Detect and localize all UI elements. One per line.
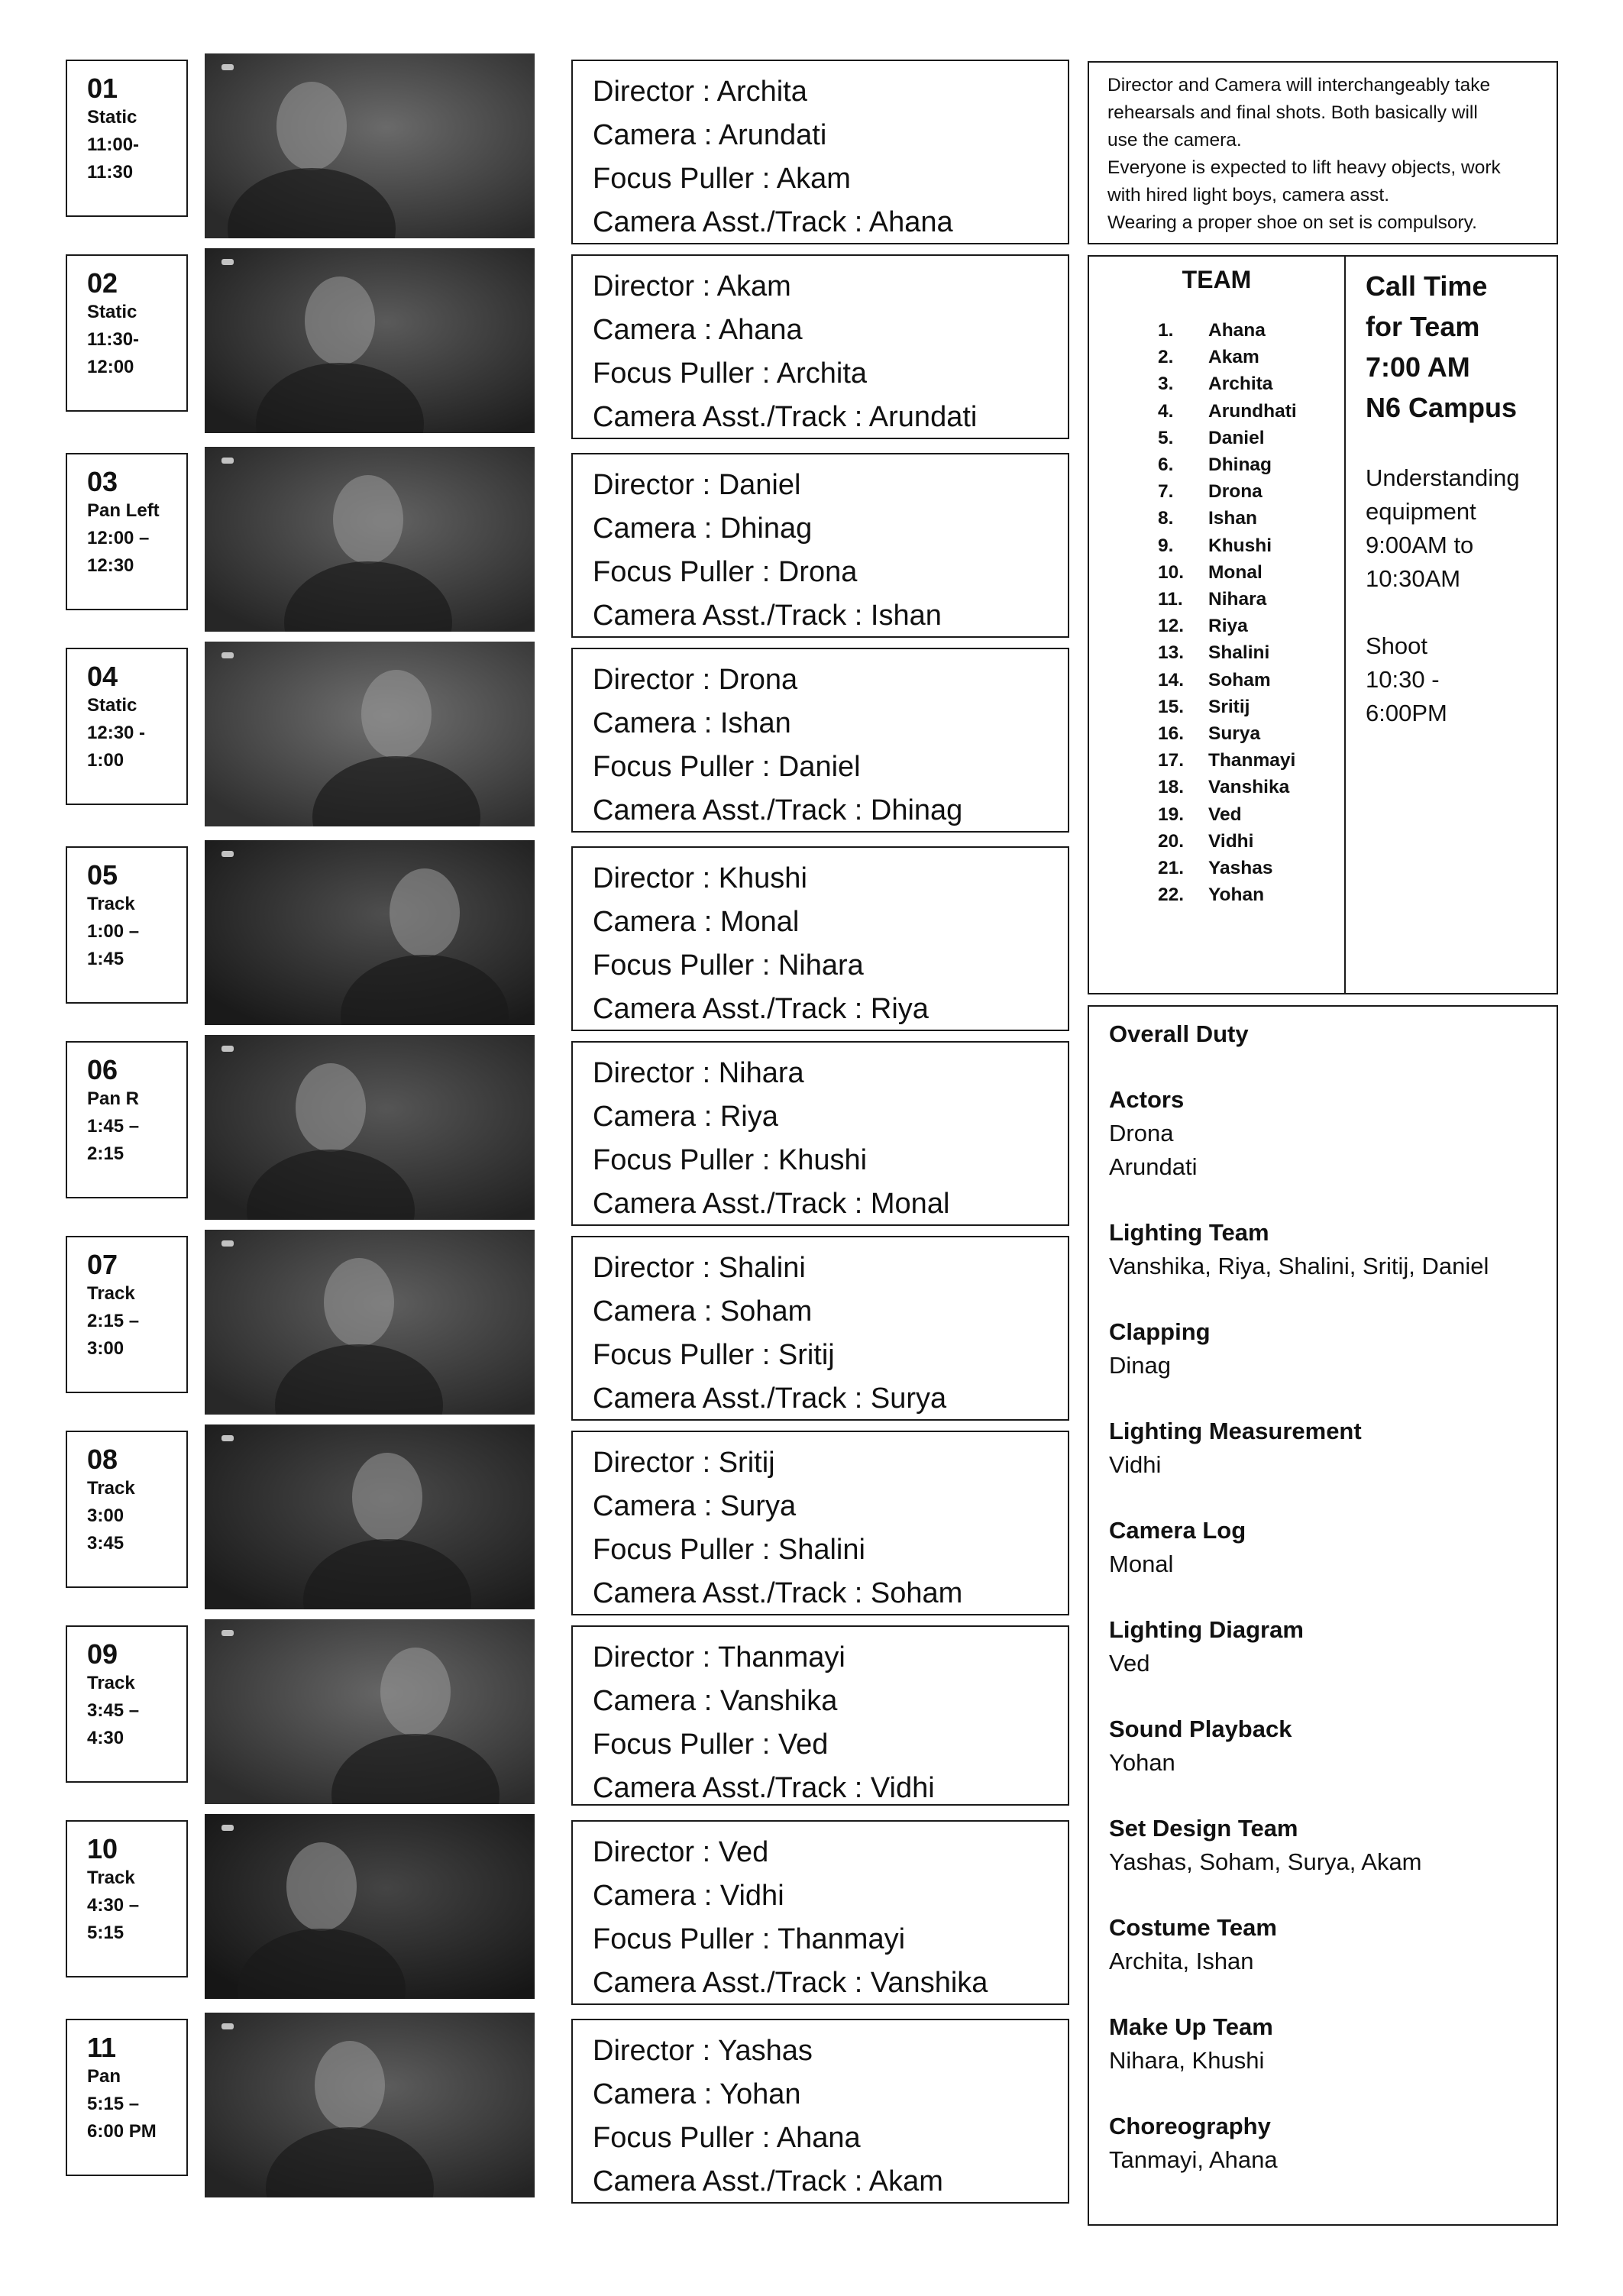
duty-assignee: Drona	[1109, 1120, 1174, 1146]
team-member	[1089, 532, 1344, 559]
team-member	[1089, 370, 1344, 397]
duty-assignee: Monal	[1109, 1551, 1174, 1577]
camera-asst-line: Camera Asst./Track : Surya	[593, 1382, 947, 1415]
shot-still-image	[205, 1619, 535, 1804]
team-member-name: Khushi	[1208, 535, 1272, 556]
team-member	[1089, 398, 1344, 425]
shot-still-image	[205, 2013, 535, 2197]
team-member-name: Soham	[1208, 669, 1271, 690]
duty-heading: Lighting Measurement	[1109, 1418, 1362, 1444]
team-member	[1089, 505, 1344, 532]
shot-type: Pan R	[87, 1088, 140, 1109]
team-member-name: Monal	[1208, 561, 1263, 583]
duty-heading: Camera Log	[1109, 1517, 1246, 1544]
team-member-name: Vanshika	[1208, 777, 1290, 798]
shot-time: 1:00 – 1:45	[87, 921, 140, 969]
duty-assignee: Archita, Ishan	[1109, 1948, 1254, 1974]
note-line: with hired light boys, camera asst.	[1107, 185, 1390, 205]
shot-type: Pan	[87, 2066, 121, 2087]
duty-section	[1109, 1315, 1557, 1382]
note-line: Director and Camera will interchangeably take	[1107, 75, 1491, 95]
camera-line: Camera : Ahana	[593, 314, 803, 346]
shot-time: 3:45 – 4:30	[87, 1700, 140, 1748]
understanding-label: equipment	[1366, 498, 1476, 525]
team-member-number: 8.	[1158, 508, 1174, 529]
team-member-name: Drona	[1208, 481, 1263, 503]
team-member-name: Dhinag	[1208, 454, 1272, 476]
duty-sections	[1109, 1083, 1557, 2177]
crew-box	[571, 254, 1069, 439]
shot-type: Track	[87, 1868, 135, 1888]
shot-number: 08	[87, 1444, 118, 1475]
crew-box	[571, 60, 1069, 244]
shot-type: Pan Left	[87, 500, 160, 521]
camera-line: Camera : Vidhi	[593, 1880, 784, 1912]
shot-number: 06	[87, 1054, 118, 1085]
team-member-number: 5.	[1158, 427, 1174, 448]
shot-time: 11:00- 11:30	[87, 134, 140, 183]
camera-asst-line: Camera Asst./Track : Monal	[593, 1188, 950, 1220]
focus-puller-line: Focus Puller : Sritij	[593, 1339, 835, 1371]
focus-puller-line: Focus Puller : Shalini	[593, 1534, 865, 1566]
duty-heading: Lighting Team	[1109, 1219, 1269, 1246]
note-line: rehearsals and final shots. Both basically will	[1107, 102, 1478, 123]
team-member-number: 3.	[1158, 374, 1174, 395]
crew-box	[571, 1431, 1069, 1615]
call-time-value: 7:00 AM	[1366, 351, 1470, 383]
overall-duty-panel	[1088, 1005, 1558, 2226]
understanding-label: Understanding	[1366, 464, 1520, 491]
team-member-number: 14.	[1158, 669, 1185, 690]
director-line: Director : Ved	[593, 1836, 769, 1868]
team-member-number: 15.	[1158, 696, 1185, 717]
camera-line: Camera : Soham	[593, 1295, 813, 1327]
director-line: Director : Akam	[593, 270, 791, 302]
camera-line: Camera : Ishan	[593, 707, 791, 739]
shot-time: 3:00 3:45	[87, 1505, 124, 1554]
team-panel	[1088, 255, 1346, 994]
team-member-number: 18.	[1158, 777, 1185, 798]
team-member-number: 7.	[1158, 481, 1174, 503]
shot-time: 5:15 – 6:00 PM	[87, 2094, 157, 2142]
team-member	[1089, 667, 1344, 694]
team-member-number: 12.	[1158, 616, 1185, 637]
shot-time: 11:30- 12:00	[87, 329, 140, 377]
shot-info-box	[66, 1041, 188, 1198]
shot-type: Track	[87, 1478, 135, 1499]
duty-section	[1109, 1613, 1557, 1680]
team-member-number: 17.	[1158, 750, 1185, 771]
duty-section	[1109, 1514, 1557, 1581]
shot-time: 1:45 – 2:15	[87, 1116, 140, 1164]
crew-box	[571, 453, 1069, 638]
shot-still-image	[205, 53, 535, 238]
team-member-name: Ishan	[1208, 508, 1257, 529]
duty-assignee: Vidhi	[1109, 1451, 1162, 1478]
focus-puller-line: Focus Puller : Ahana	[593, 2122, 861, 2154]
duty-assignee: Dinag	[1109, 1352, 1171, 1379]
call-time-heading: for Team	[1366, 311, 1480, 342]
team-member	[1089, 801, 1344, 828]
camera-asst-line: Camera Asst./Track : Soham	[593, 1577, 963, 1609]
shot-still-image	[205, 1230, 535, 1415]
team-member	[1089, 317, 1344, 344]
shot-number: 05	[87, 859, 118, 891]
duty-title: Overall Duty	[1109, 1020, 1249, 1047]
camera-asst-line: Camera Asst./Track : Ahana	[593, 206, 953, 238]
duty-assignee: Vanshika, Riya, Shalini, Sritij, Daniel	[1109, 1253, 1489, 1279]
team-member-number: 1.	[1158, 320, 1174, 341]
team-member	[1089, 344, 1344, 370]
shot-info-box	[66, 1625, 188, 1783]
shot-info-box	[66, 1236, 188, 1393]
crew-box	[571, 648, 1069, 833]
team-member-number: 10.	[1158, 561, 1185, 583]
team-member-name: Sritij	[1208, 696, 1250, 717]
team-title: TEAM	[1182, 266, 1252, 293]
director-line: Director : Yashas	[593, 2035, 813, 2067]
camera-line: Camera : Surya	[593, 1490, 797, 1522]
team-list	[1089, 317, 1344, 908]
team-member	[1089, 425, 1344, 451]
team-member-number: 22.	[1158, 884, 1185, 906]
shot-type: Track	[87, 894, 135, 914]
focus-puller-line: Focus Puller : Thanmayi	[593, 1923, 906, 1955]
team-member	[1089, 478, 1344, 505]
camera-asst-line: Camera Asst./Track : Riya	[593, 993, 929, 1025]
camera-asst-line: Camera Asst./Track : Arundati	[593, 401, 978, 433]
crew-box	[571, 1625, 1069, 1806]
shot-info-box	[66, 846, 188, 1004]
team-member-name: Surya	[1208, 723, 1261, 745]
shot-info-box	[66, 2019, 188, 2176]
shot-type: Static	[87, 107, 137, 128]
shoot-time: 6:00PM	[1366, 700, 1447, 726]
crew-box	[571, 1820, 1069, 2005]
duty-assignee: Yashas, Soham, Surya, Akam	[1109, 1848, 1422, 1875]
shot-info-box	[66, 254, 188, 412]
team-member-number: 6.	[1158, 454, 1174, 476]
duty-assignee: Nihara, Khushi	[1109, 2047, 1265, 2074]
team-member-name: Daniel	[1208, 427, 1265, 448]
director-line: Director : Daniel	[593, 469, 801, 501]
shot-time: 2:15 – 3:00	[87, 1311, 140, 1359]
shot-type: Static	[87, 302, 137, 322]
duty-heading: Actors	[1109, 1086, 1185, 1113]
director-line: Director : Sritij	[593, 1447, 775, 1479]
duty-assignee: Yohan	[1109, 1749, 1175, 1776]
team-member	[1089, 639, 1344, 666]
team-member-name: Ahana	[1208, 320, 1266, 341]
understanding-time: 10:30AM	[1366, 565, 1461, 592]
team-member-name: Yashas	[1208, 858, 1273, 879]
shot-number: 03	[87, 466, 118, 497]
director-line: Director : Thanmayi	[593, 1641, 845, 1673]
team-member-name: Shalini	[1208, 642, 1270, 664]
shot-number: 01	[87, 73, 118, 104]
duty-assignee: Tanmayi, Ahana	[1109, 2146, 1278, 2173]
team-member-name: Archita	[1208, 374, 1273, 395]
team-member-number: 4.	[1158, 400, 1174, 422]
camera-asst-line: Camera Asst./Track : Ishan	[593, 600, 942, 632]
duty-section	[1109, 1415, 1557, 1482]
team-member-number: 13.	[1158, 642, 1185, 664]
team-member	[1089, 559, 1344, 586]
crew-box	[571, 1236, 1069, 1421]
focus-puller-line: Focus Puller : Akam	[593, 163, 851, 195]
duty-heading: Set Design Team	[1109, 1815, 1298, 1842]
team-member	[1089, 881, 1344, 908]
camera-line: Camera : Dhinag	[593, 513, 813, 545]
team-member-name: Riya	[1208, 616, 1248, 637]
call-time-panel	[1344, 255, 1558, 994]
director-line: Director : Nihara	[593, 1057, 804, 1089]
shot-number: 07	[87, 1249, 118, 1280]
duty-heading: Costume Team	[1109, 1914, 1277, 1941]
duty-heading: Sound Playback	[1109, 1716, 1292, 1742]
team-member	[1089, 720, 1344, 747]
shot-info-box	[66, 648, 188, 805]
shot-number: 09	[87, 1638, 118, 1670]
duty-heading: Lighting Diagram	[1109, 1616, 1304, 1643]
camera-line: Camera : Arundati	[593, 119, 827, 151]
team-member-name: Akam	[1208, 347, 1259, 368]
focus-puller-line: Focus Puller : Ved	[593, 1728, 829, 1761]
team-member-number: 2.	[1158, 347, 1174, 368]
camera-asst-line: Camera Asst./Track : Vidhi	[593, 1772, 935, 1804]
camera-line: Camera : Vanshika	[593, 1685, 838, 1717]
shot-time: 12:00 – 12:30	[87, 528, 150, 576]
focus-puller-line: Focus Puller : Daniel	[593, 751, 861, 783]
team-member-number: 19.	[1158, 804, 1185, 825]
call-time-heading: Call Time	[1366, 270, 1488, 302]
team-member-name: Ved	[1208, 804, 1242, 825]
team-member	[1089, 774, 1344, 800]
team-member	[1089, 586, 1344, 613]
shot-still-image	[205, 840, 535, 1025]
team-member	[1089, 451, 1344, 478]
team-member-number: 21.	[1158, 858, 1185, 879]
shot-info-box	[66, 1431, 188, 1588]
team-member-name: Nihara	[1208, 589, 1267, 610]
shot-number: 10	[87, 1833, 118, 1864]
duty-heading: Clapping	[1109, 1318, 1211, 1345]
director-line: Director : Khushi	[593, 862, 807, 894]
call-location: N6 Campus	[1366, 392, 1518, 423]
director-line: Director : Shalini	[593, 1252, 806, 1284]
director-line: Director : Drona	[593, 664, 798, 696]
team-member	[1089, 828, 1344, 855]
team-member-name: Arundhati	[1208, 400, 1297, 422]
crew-box	[571, 1041, 1069, 1226]
shot-time: 4:30 – 5:15	[87, 1895, 140, 1943]
duty-section	[1109, 1216, 1557, 1283]
team-member-name: Thanmayi	[1208, 750, 1296, 771]
crew-box	[571, 846, 1069, 1031]
camera-line: Camera : Riya	[593, 1101, 778, 1133]
shot-info-box	[66, 453, 188, 610]
camera-asst-line: Camera Asst./Track : Akam	[593, 2165, 943, 2197]
duty-heading: Make Up Team	[1109, 2013, 1273, 2040]
focus-puller-line: Focus Puller : Archita	[593, 357, 868, 390]
team-member-name: Yohan	[1208, 884, 1265, 906]
camera-line: Camera : Yohan	[593, 2078, 801, 2110]
duty-section	[1109, 1911, 1557, 1978]
shot-still-image	[205, 1424, 535, 1609]
team-member	[1089, 747, 1344, 774]
team-member-number: 20.	[1158, 830, 1185, 852]
shot-still-image	[205, 248, 535, 433]
shot-type: Static	[87, 695, 137, 716]
shot-info-box	[66, 60, 188, 217]
focus-puller-line: Focus Puller : Khushi	[593, 1144, 868, 1176]
team-member-name: Vidhi	[1208, 830, 1254, 852]
team-member-number: 11.	[1158, 589, 1183, 610]
team-member-number: 9.	[1158, 535, 1174, 556]
shot-still-image	[205, 447, 535, 632]
duty-assignee: Ved	[1109, 1650, 1150, 1677]
shot-time: 12:30 - 1:00	[87, 723, 146, 771]
director-line: Director : Archita	[593, 76, 807, 108]
team-member	[1089, 613, 1344, 639]
shot-still-image	[205, 642, 535, 826]
focus-puller-line: Focus Puller : Drona	[593, 556, 858, 588]
focus-puller-line: Focus Puller : Nihara	[593, 949, 864, 981]
duty-section	[1109, 2010, 1557, 2078]
duty-section	[1109, 1812, 1557, 1879]
team-member-number: 16.	[1158, 723, 1185, 745]
understanding-time: 9:00AM to	[1366, 532, 1474, 558]
duty-assignee: Arundati	[1109, 1153, 1198, 1180]
note-line: Wearing a proper shoe on set is compulsory.	[1107, 212, 1477, 233]
duty-heading: Choreography	[1109, 2113, 1271, 2139]
shot-number: 11	[87, 2032, 117, 2063]
shot-type: Track	[87, 1283, 135, 1304]
shot-still-image	[205, 1035, 535, 1220]
shot-type: Track	[87, 1673, 135, 1693]
instructions-note	[1088, 61, 1558, 244]
shoot-time: 10:30 -	[1366, 666, 1440, 693]
team-member	[1089, 694, 1344, 720]
duty-section	[1109, 1712, 1557, 1780]
note-line: use the camera.	[1107, 130, 1242, 150]
crew-box	[571, 2019, 1069, 2204]
team-member	[1089, 855, 1344, 881]
shot-number: 04	[87, 661, 118, 692]
shot-still-image	[205, 1814, 535, 1999]
shot-number: 02	[87, 267, 118, 299]
shoot-label: Shoot	[1366, 632, 1428, 659]
duty-section	[1109, 2110, 1557, 2177]
note-line: Everyone is expected to lift heavy objects, work	[1107, 157, 1501, 178]
shot-info-box	[66, 1820, 188, 1977]
camera-asst-line: Camera Asst./Track : Dhinag	[593, 794, 963, 826]
camera-line: Camera : Monal	[593, 906, 800, 938]
duty-section	[1109, 1083, 1557, 1184]
camera-asst-line: Camera Asst./Track : Vanshika	[593, 1967, 988, 1999]
